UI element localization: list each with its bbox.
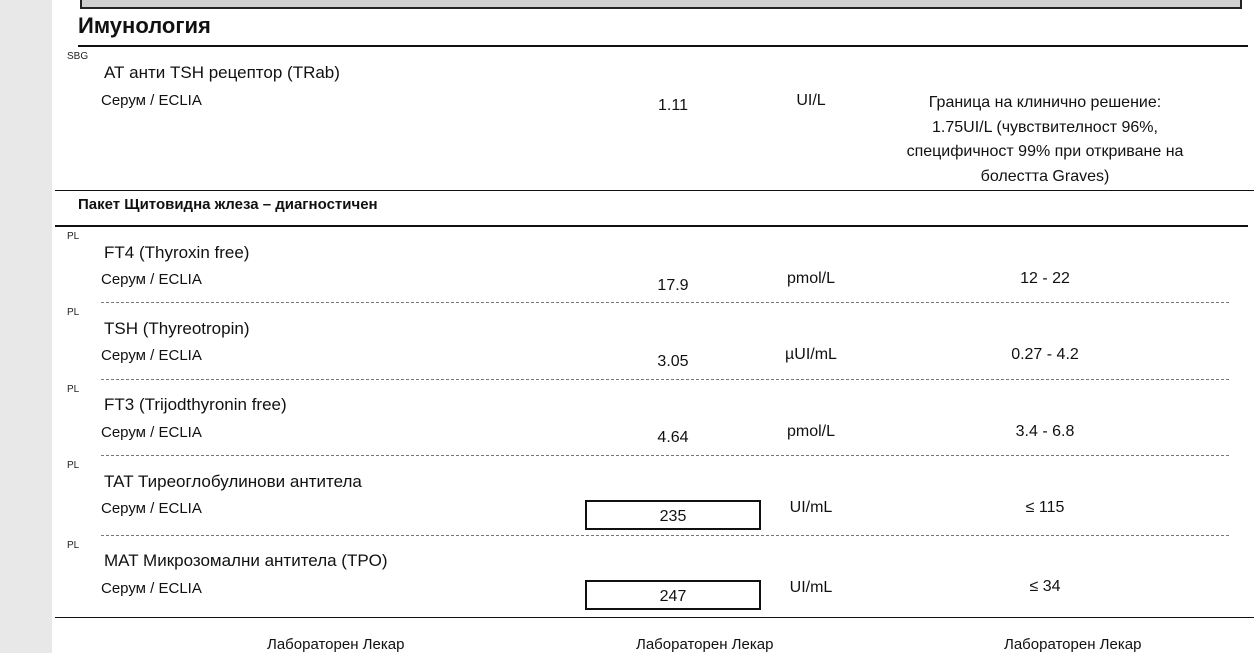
- test-code: PL: [67, 307, 80, 318]
- footer-divider: [55, 617, 1254, 618]
- signature-label: Лабораторен Лекар: [267, 636, 405, 653]
- section-divider: [78, 45, 1248, 47]
- test-value-flagged: 247: [585, 580, 761, 610]
- test-code: PL: [67, 460, 80, 471]
- test-value: 3.05: [657, 353, 689, 370]
- trab-reference-line: болестта Graves): [980, 167, 1110, 185]
- test-unit: pmol/L: [786, 270, 836, 287]
- test-method: Серум / ECLIA: [101, 347, 202, 364]
- row-separator: [101, 302, 1229, 303]
- left-margin-bar: [0, 0, 52, 653]
- test-reference: 3.4 - 6.8: [1015, 423, 1075, 440]
- signature-label: Лабораторен Лекар: [636, 636, 774, 653]
- test-name: TAT Тиреоглобулинови антитела: [104, 472, 362, 491]
- panel-title: Пакет Щитовидна жлеза – диагностичен: [78, 196, 378, 213]
- section-title: Имунология: [78, 13, 211, 38]
- row-separator: [101, 455, 1229, 456]
- test-value: 17.9: [657, 277, 689, 294]
- test-name: FT3 (Trijodthyronin free): [104, 395, 287, 414]
- test-name: MAT Микрозомални антитела (TPO): [104, 551, 388, 570]
- test-value-flagged: 235: [585, 500, 761, 530]
- test-method: Серум / ECLIA: [101, 580, 202, 597]
- panel-divider-top: [55, 190, 1254, 191]
- test-reference: 12 - 22: [1020, 270, 1070, 287]
- test-unit: µUI/mL: [785, 346, 837, 363]
- trab-unit: UI/L: [796, 92, 826, 109]
- row-separator: [101, 535, 1229, 536]
- test-value: 4.64: [657, 429, 689, 446]
- test-unit: UI/mL: [789, 579, 833, 596]
- trab-value: 1.11: [658, 97, 688, 114]
- test-unit: pmol/L: [786, 423, 836, 440]
- trab-test-name: АТ анти TSH рецептор (TRab): [104, 63, 340, 82]
- row-separator: [101, 379, 1229, 380]
- trab-reference: [880, 91, 1210, 189]
- panel-divider-bottom: [55, 225, 1248, 227]
- test-code: PL: [67, 540, 80, 551]
- test-code: PL: [67, 231, 80, 242]
- test-reference: 0.27 - 4.2: [1011, 346, 1079, 363]
- trab-method: Серум / ECLIA: [101, 92, 202, 109]
- test-unit: UI/mL: [789, 499, 833, 516]
- test-method: Серум / ECLIA: [101, 500, 202, 517]
- test-name: TSH (Thyreotropin): [104, 319, 250, 338]
- test-method: Серум / ECLIA: [101, 424, 202, 441]
- header-box-bottom: [80, 0, 1242, 9]
- test-method: Серум / ECLIA: [101, 271, 202, 288]
- trab-reference-line: Граница на клинично решение:: [928, 94, 1162, 111]
- trab-reference-line: 1.75UI/L (чувствителност 96%,: [932, 118, 1158, 136]
- signature-label: Лабораторен Лекар: [1004, 636, 1142, 653]
- test-reference: ≤ 115: [1025, 499, 1065, 516]
- test-reference: ≤ 34: [1029, 578, 1061, 595]
- test-name: FT4 (Thyroxin free): [104, 243, 250, 262]
- test-code: PL: [67, 384, 80, 395]
- trab-reference-line: специфичност 99% при откриване на: [906, 143, 1184, 160]
- trab-code: SBG: [67, 51, 89, 62]
